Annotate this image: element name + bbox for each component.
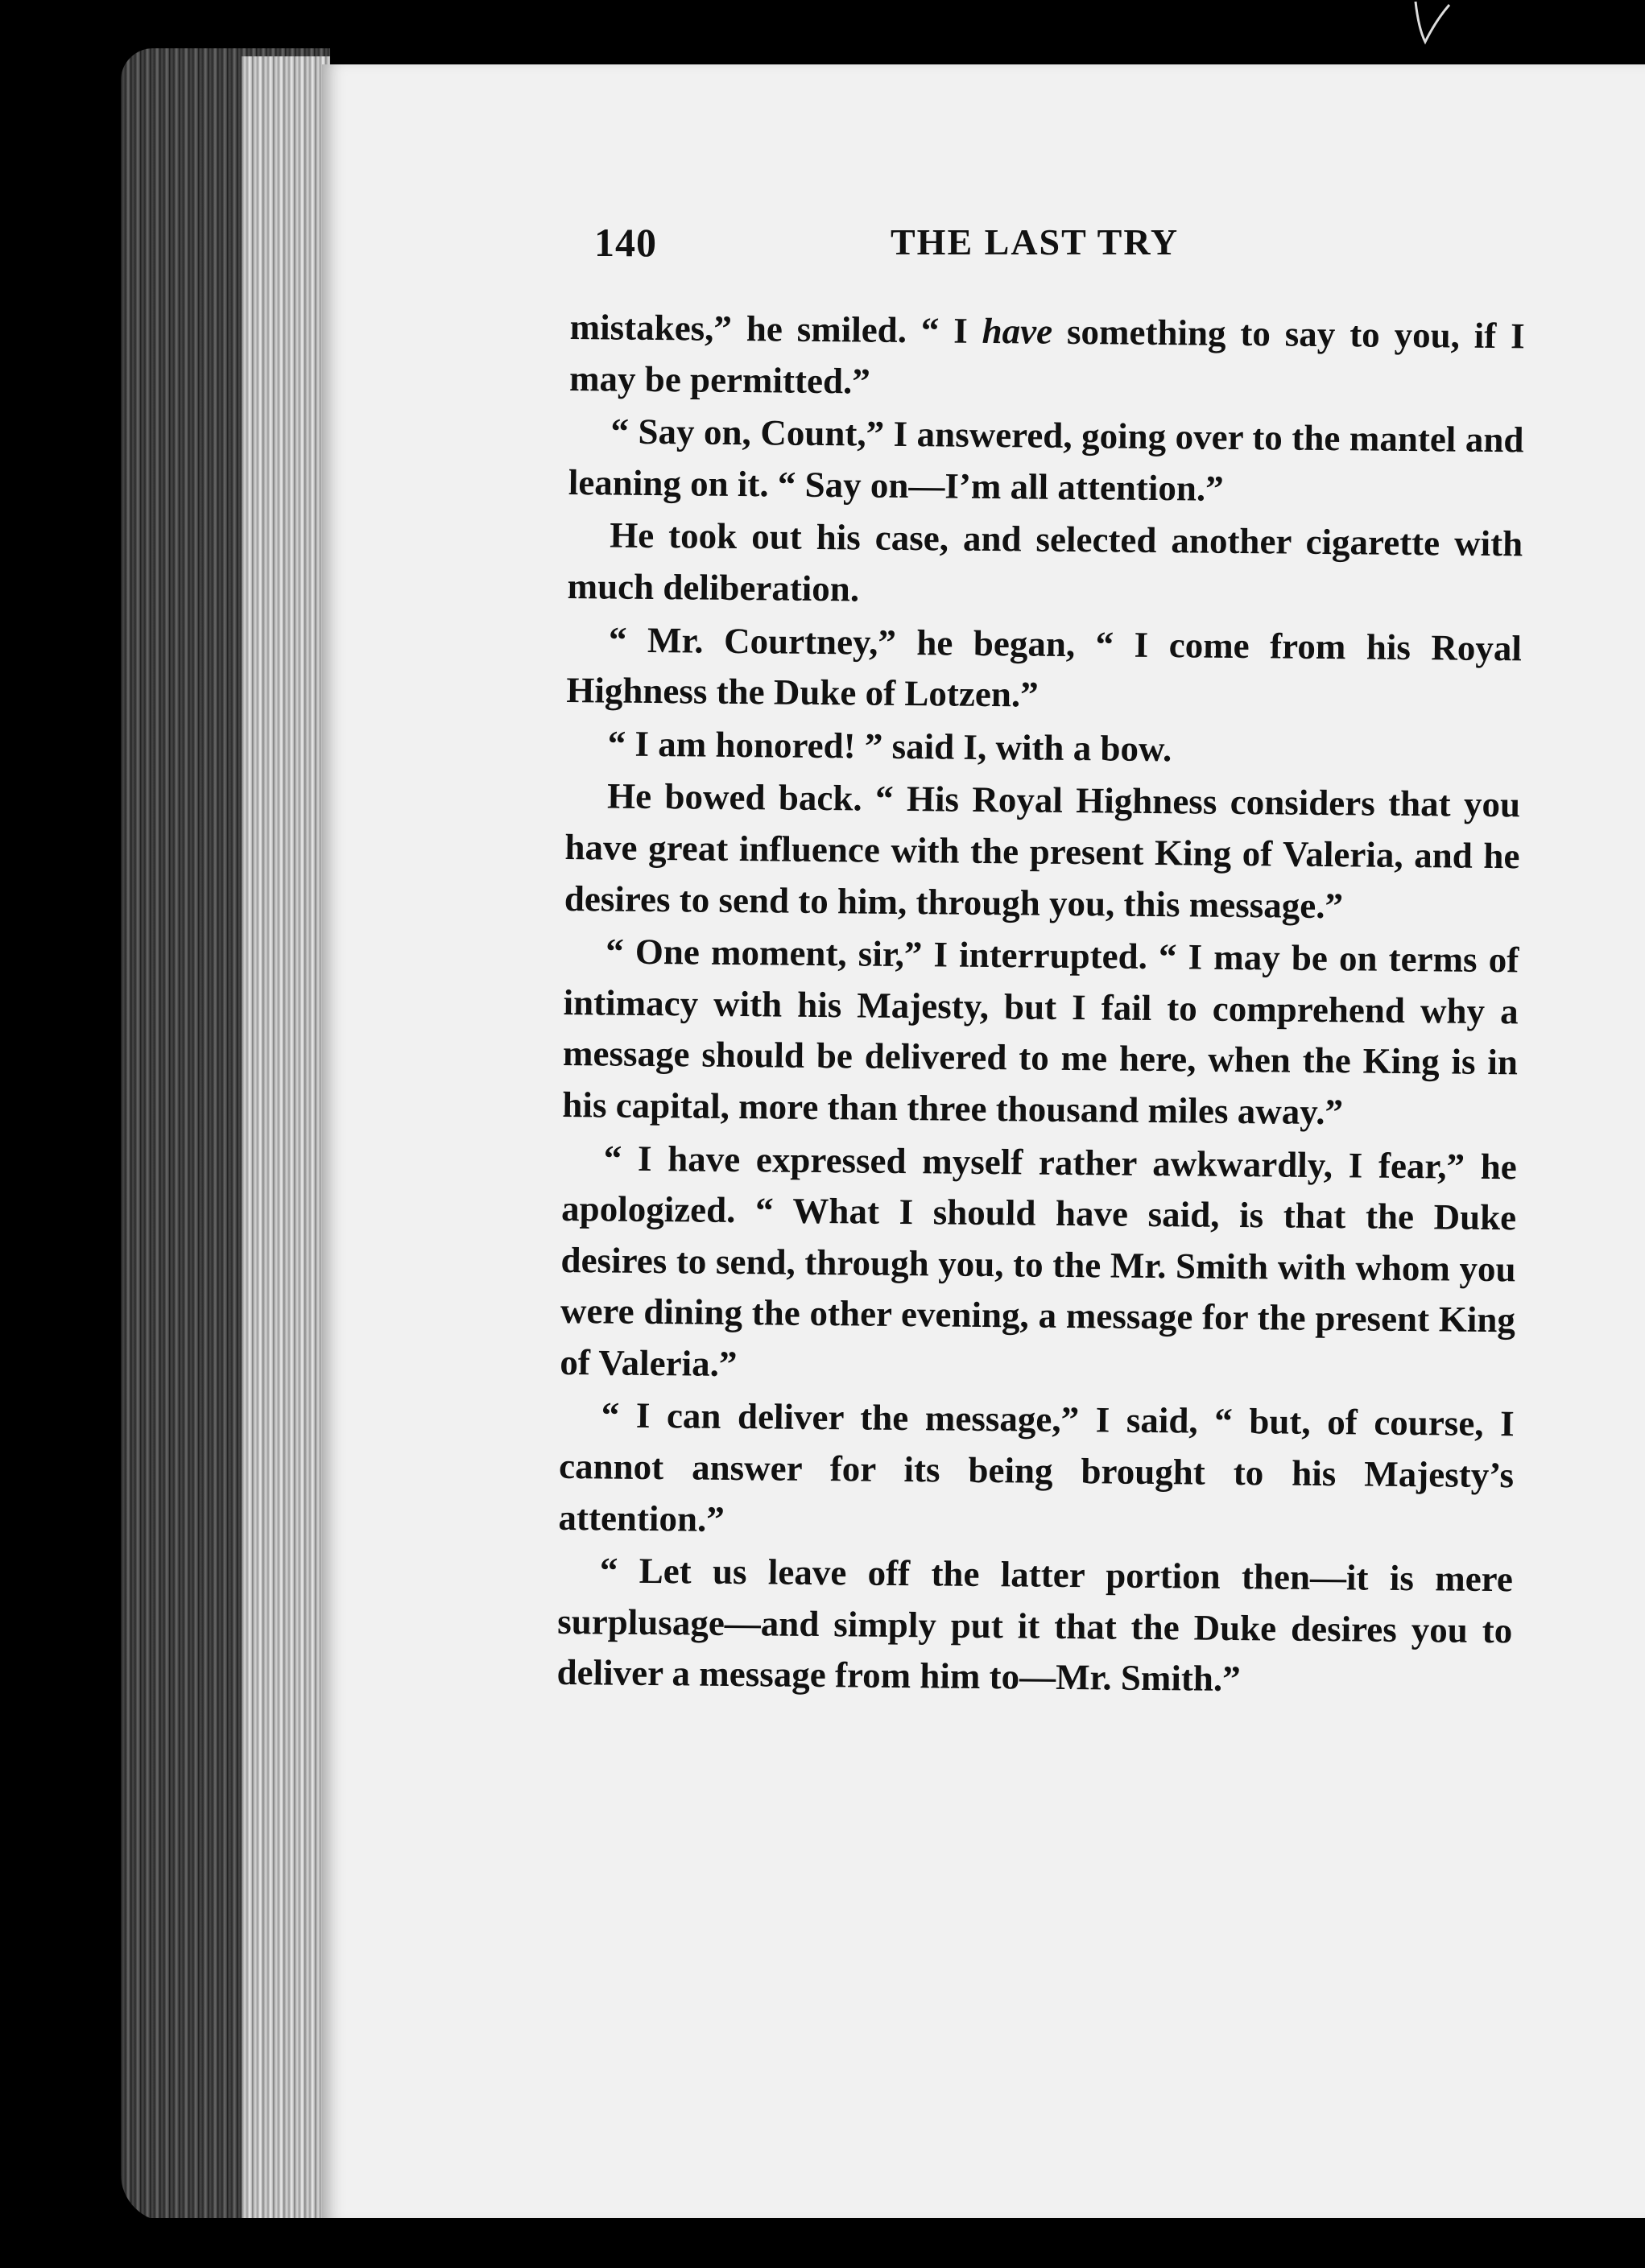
book-page-edges-highlight	[242, 56, 330, 2222]
paragraph-text: “ Mr. Courtney,” he began, “ I come from his Royal Highness the Duke of Lotzen.”	[566, 619, 1523, 715]
page-number: 140	[594, 220, 657, 265]
paragraph-text: He bowed back. “ His Royal Highness considers that you have great influence with the present King of Valeria, and he desires to send to him, through you, this message.”	[564, 775, 1521, 926]
page-header	[594, 219, 1522, 275]
paragraph-text: something to say to you, if I may be permitted.”	[568, 311, 1525, 402]
pencil-mark	[1407, 0, 1456, 56]
paragraph	[566, 614, 1522, 726]
paragraph-text: “ I can deliver the message,” I said, “ but, of course, I cannot answer for its being brought to his Majesty’s attention.”	[558, 1394, 1515, 1539]
paragraph	[558, 1390, 1515, 1552]
paragraph-text: mistakes,” he smiled. “ I	[569, 306, 982, 351]
paragraph	[568, 406, 1524, 518]
paragraph-text: “ One moment, sir,” I interrupted. “ I may be on terms of intimacy with his Majesty, but I fail to comprehend why a message should be delivered to me here, when the King is in his capital, more than three thousand miles away.”	[562, 931, 1519, 1133]
paragraph-text: He took out his case, and selected another cigarette with much deliberation.	[567, 514, 1523, 609]
running-head: THE LAST TRY	[891, 221, 1180, 262]
emphasis-text: have	[982, 310, 1053, 352]
paragraph	[567, 510, 1523, 622]
paragraph	[562, 926, 1519, 1140]
paragraph	[565, 718, 1521, 779]
paragraph	[556, 1545, 1513, 1708]
paragraph	[569, 302, 1525, 414]
paragraph	[560, 1132, 1517, 1397]
paragraph-text: “ I have expressed myself rather awkwardly, I fear,” he apologized. “ What I should have said, is that the Duke desires to send, through you, to the Mr. Smith with whom you were dining the other evening, a message for the present King of Valeria.”	[560, 1137, 1517, 1384]
body-text	[556, 302, 1525, 1708]
paragraph-text: “ I am honored! ” said I, with a bow.	[607, 723, 1172, 769]
bottom-shadow	[113, 2218, 1645, 2268]
paragraph-text: “ Say on, Count,” I answered, going over to the mantel and leaning on it. “ Say on—I’m all attention.”	[568, 411, 1524, 509]
paragraph	[564, 770, 1521, 933]
paragraph-text: “ Let us leave off the latter portion then—it is mere surplusage—and simply put it that the Duke desires you to deliver a message from him to—Mr. Smith.”	[556, 1550, 1514, 1700]
